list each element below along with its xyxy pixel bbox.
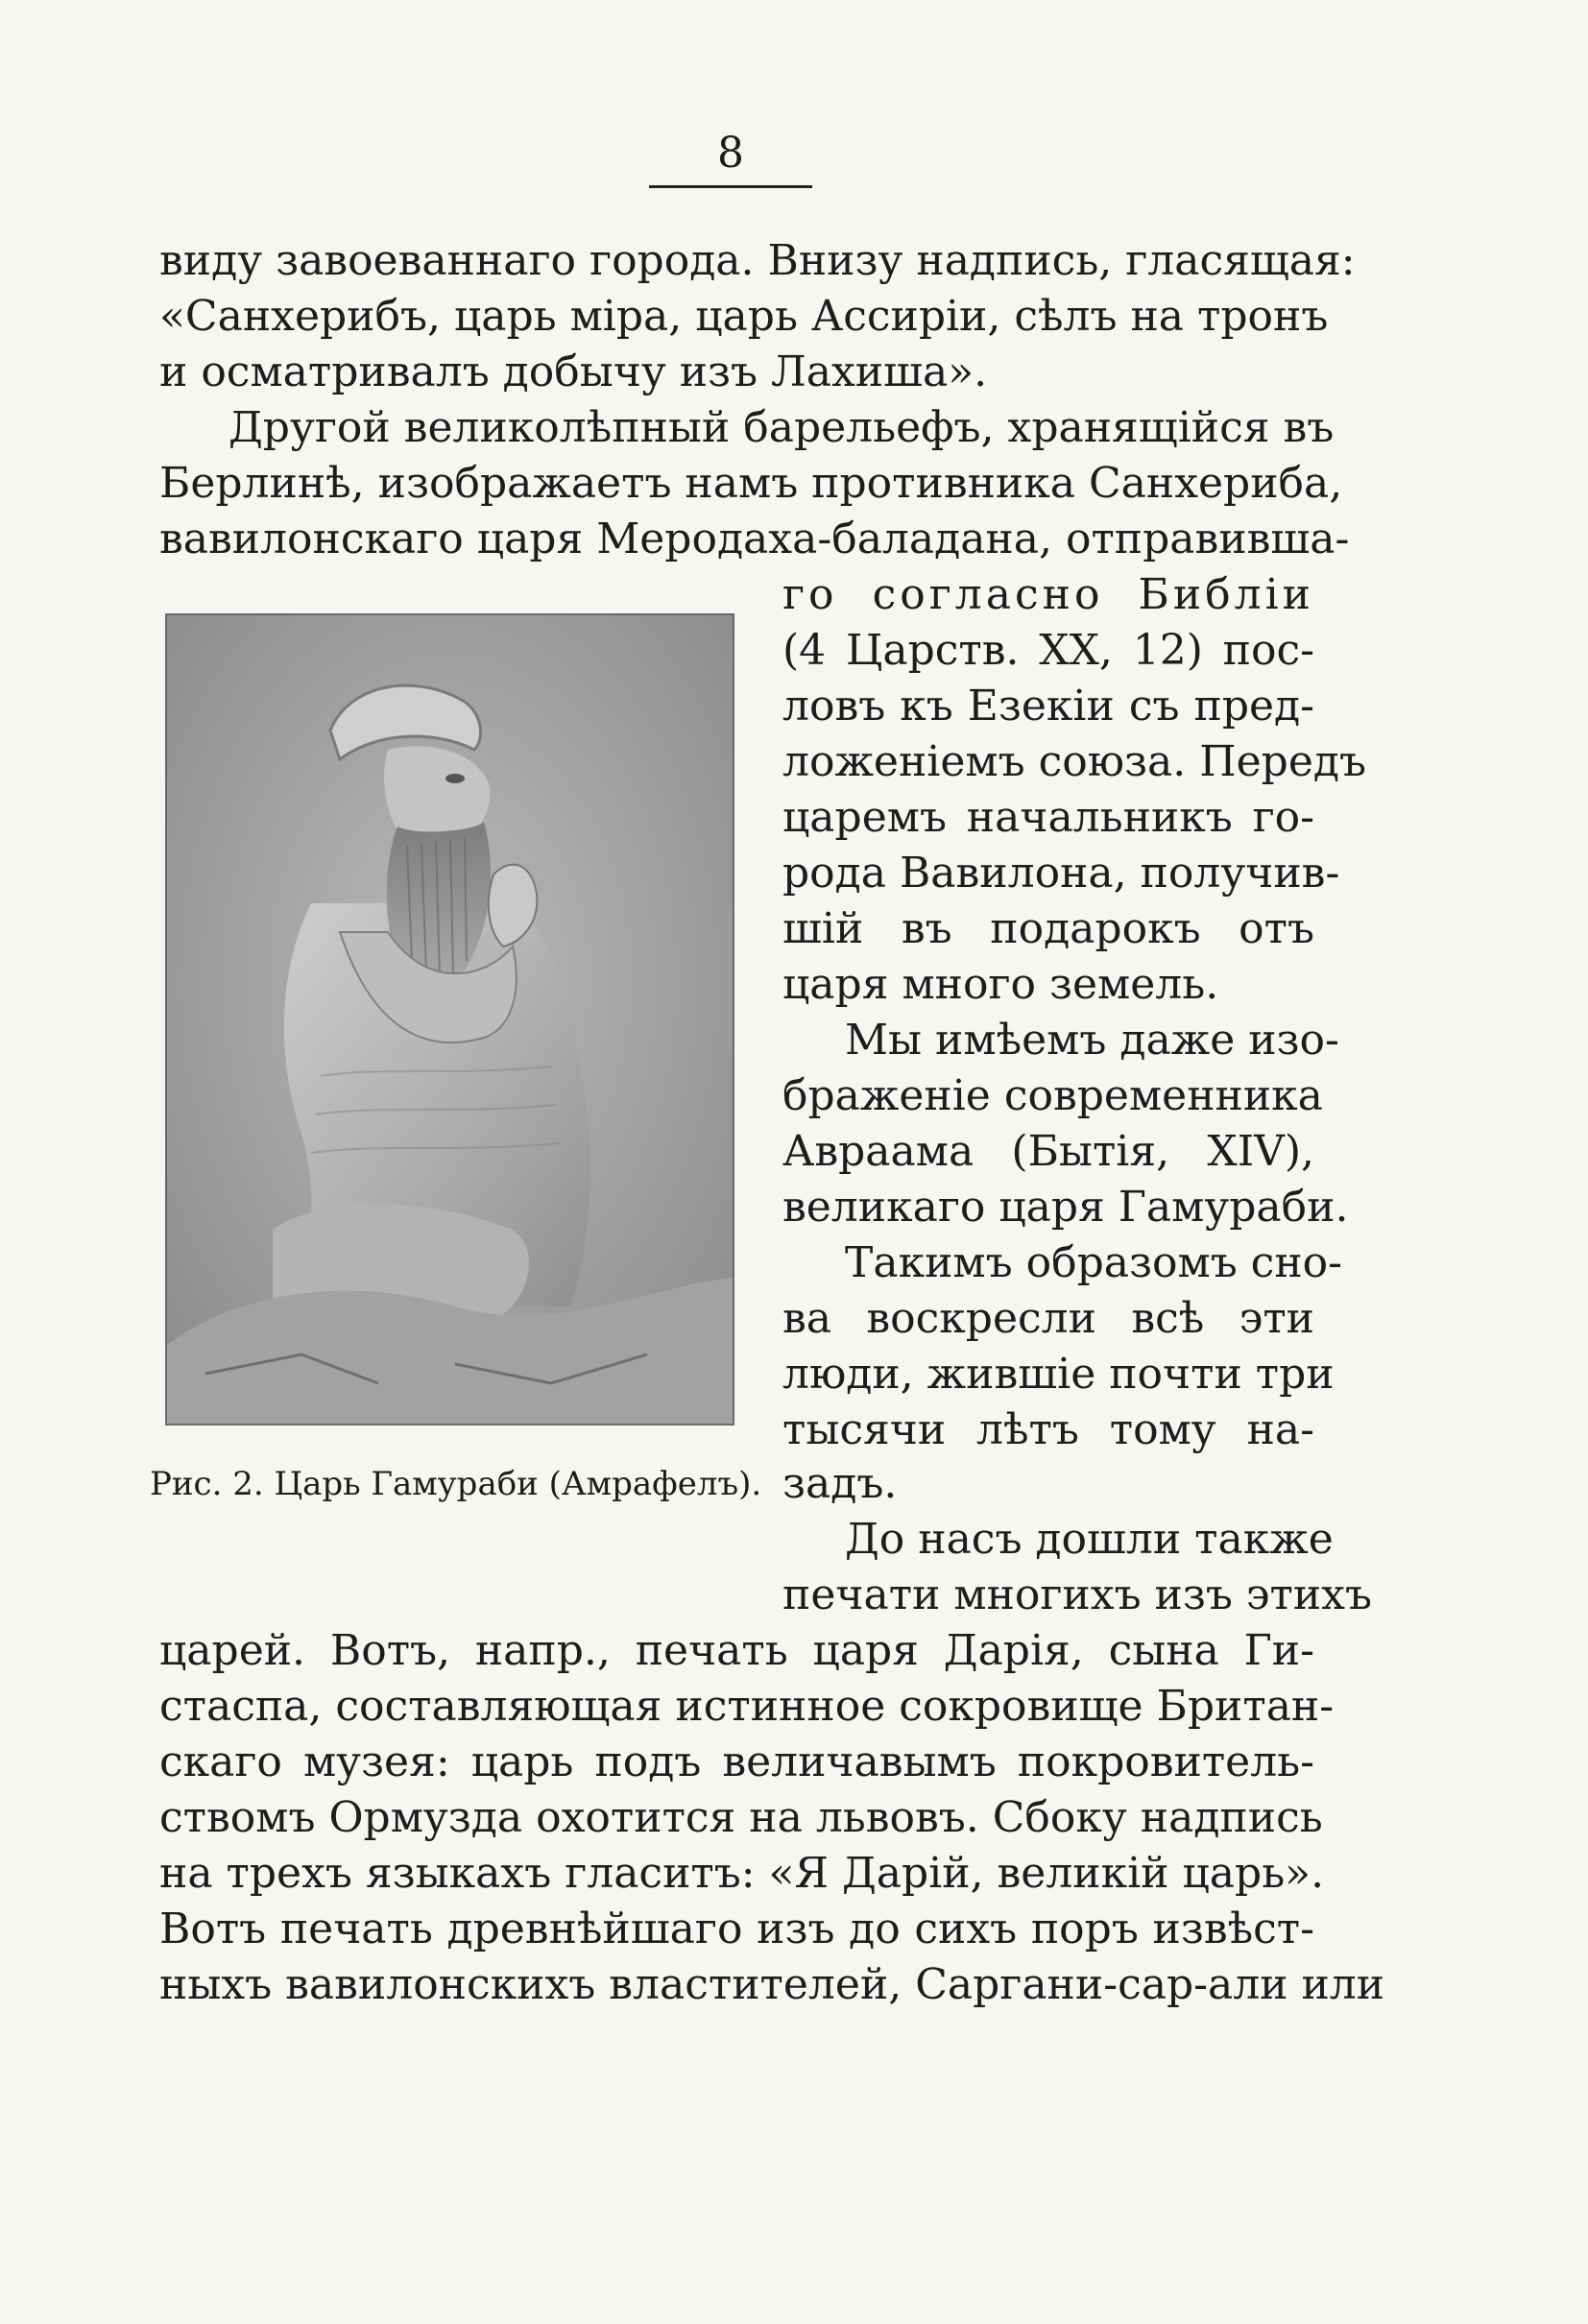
text-line: скаго музея: царь подъ величавымъ покровитель- [159, 1737, 1314, 1786]
text-line: Такимъ образомъ сно- [845, 1238, 1343, 1287]
text-line: задъ. [782, 1459, 898, 1508]
page-number: 8 [717, 129, 744, 178]
hammurabi-relief-figure [165, 613, 734, 1426]
text-line: на трехъ языкахъ гласитъ: «Я Дарій, великій царь». [159, 1849, 1325, 1898]
text-line: царей. Вотъ, напр., печать царя Дарія, сына Ги- [159, 1626, 1314, 1675]
text-line: Авраама (Бытія, XIV), [782, 1127, 1314, 1176]
text-line: (4 Царств. XX, 12) пос- [782, 626, 1314, 675]
text-line: царемъ начальникъ го- [782, 793, 1314, 842]
text-line: ствомъ Ормузда охотится на львовъ. Сбоку надпись [159, 1793, 1323, 1842]
text-line: стаспа, составляющая истинное сокровище Британ- [159, 1682, 1335, 1731]
text-line: го согласно Библіи [782, 570, 1314, 619]
text-line: «Санхерибъ, царь міра, царь Ассиріи, сѣлъ на тронъ [159, 292, 1329, 341]
figure-caption: Рис. 2. Царь Гамураби (Амрафелъ). [150, 1465, 762, 1503]
text-line: шій въ подарокъ отъ [782, 904, 1314, 953]
text-line: тысячи лѣтъ тому на- [782, 1405, 1314, 1454]
relief-illustration [167, 615, 733, 1424]
text-line: и осматривалъ добычу изъ Лахиша». [159, 347, 988, 396]
text-line: вавилонскаго царя Меродаха-баладана, отправивша- [159, 515, 1350, 563]
text-line: ловъ къ Езекіи съ пред- [782, 682, 1314, 731]
text-line: браженіе современника [782, 1071, 1323, 1120]
text-line: Берлинѣ, изображаетъ намъ противника Санхериба, [159, 459, 1343, 508]
text-line: царя много земель. [782, 960, 1219, 1009]
text-line: Другой великолѣпный барельефъ, хранящійся въ [229, 403, 1335, 452]
text-line: Мы имѣемъ даже изо- [845, 1016, 1339, 1065]
text-line: виду завоеваннаго города. Внизу надпись, гласящая: [159, 236, 1356, 285]
text-line: ныхъ вавилонскихъ властителей, Саргани-сар-али или [159, 1960, 1385, 2009]
page-number-rule [649, 185, 812, 188]
text-line: великаго царя Гамураби. [782, 1183, 1349, 1232]
text-line: Вотъ печать древнѣйшаго изъ до сихъ поръ извѣст- [159, 1905, 1314, 1953]
text-line: ложеніемъ союза. Передъ [782, 737, 1366, 786]
text-line: ва воскресли всѣ эти [782, 1294, 1314, 1343]
text-line: рода Вавилона, получив- [782, 849, 1340, 898]
text-line: До насъ дошли также [845, 1515, 1334, 1564]
text-line: печати многихъ изъ этихъ [782, 1570, 1372, 1619]
text-line: люди, жившіе почти три [782, 1350, 1335, 1399]
